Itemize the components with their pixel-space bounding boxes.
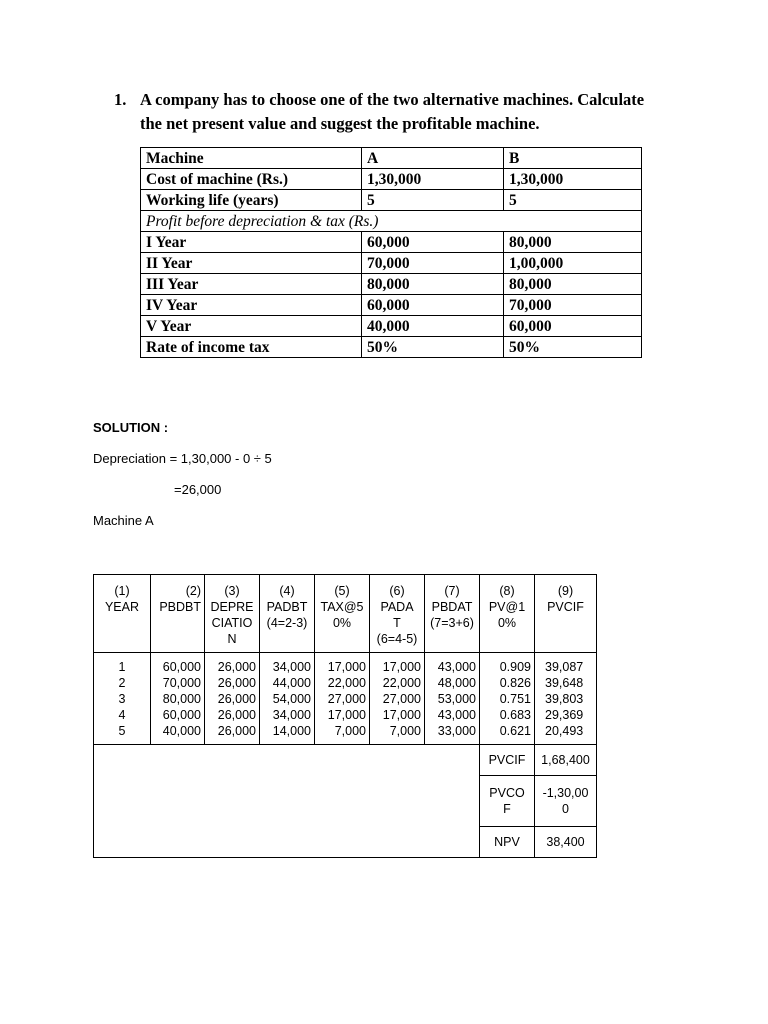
table-row: Rate of income tax 50% 50%	[141, 337, 642, 358]
pvcif-column: 39,087 39,648 39,803 29,369 20,493	[535, 653, 597, 745]
question-number: 1.	[114, 90, 127, 109]
table-row: Working life (years) 5 5	[141, 190, 642, 211]
pbdat-column: 43,000 48,000 53,000 43,000 33,000	[425, 653, 480, 745]
table-row: IV Year 60,000 70,000	[141, 295, 642, 316]
pvcof-value: -1,30,00 0	[535, 776, 597, 827]
solution-heading: SOLUTION :	[93, 420, 169, 435]
table-row: III Year 80,000 80,000	[141, 274, 642, 295]
table-row	[94, 745, 597, 776]
given-data-table	[140, 147, 642, 358]
machine-label: Machine A	[93, 513, 154, 528]
pv-factor-column: 0.909 0.826 0.751 0.683 0.621	[480, 653, 535, 745]
table-row: II Year 70,000 1,00,000	[141, 253, 642, 274]
table-row	[94, 653, 597, 745]
pvcof-label: PVCO F	[480, 776, 535, 827]
table-row: I Year 60,000 80,000	[141, 232, 642, 253]
blank-summary-area	[94, 745, 480, 858]
table-row: Cost of machine (Rs.) 1,30,000 1,30,000	[141, 169, 642, 190]
padbt-column: 34,000 44,000 54,000 34,000 14,000	[260, 653, 315, 745]
table-row	[141, 211, 642, 232]
npv-value: 38,400	[535, 827, 597, 858]
padat-column: 17,000 22,000 27,000 17,000 7,000	[370, 653, 425, 745]
pvcif-total: 1,68,400	[535, 745, 597, 776]
question-line-2: the net present value and suggest the profitable machine.	[140, 114, 540, 133]
year-column: 1 2 3 4 5	[94, 653, 151, 745]
table-row: Machine A B	[141, 148, 642, 169]
profit-heading: Profit before depreciation & tax (Rs.)	[141, 211, 642, 232]
table-header-row: (1) YEAR (2) PBDBT (3) DEPRE CIATIO N (4) PADBT (4=2-3) (5) TAX@5 0% (6) PADA T (6=4-5) (7) PBDAT (7=3+6) (8) PV@1 0% (9) PVCIF	[94, 575, 597, 653]
pbdbt-column: 60,000 70,000 80,000 60,000 40,000	[151, 653, 205, 745]
table-row: V Year 40,000 60,000	[141, 316, 642, 337]
depreciation-formula: Depreciation = 1,30,000 - 0 ÷ 5	[93, 451, 272, 466]
depreciation-result: =26,000	[174, 482, 222, 497]
npv-label: NPV	[480, 827, 535, 858]
depreciation-column: 26,000 26,000 26,000 26,000 26,000	[205, 653, 260, 745]
npv-calculation-table	[93, 574, 597, 858]
question-line-1: A company has to choose one of the two alternative machines. Calculate	[140, 90, 645, 109]
tax-column: 17,000 22,000 27,000 17,000 7,000	[315, 653, 370, 745]
pvcif-label: PVCIF	[480, 745, 535, 776]
